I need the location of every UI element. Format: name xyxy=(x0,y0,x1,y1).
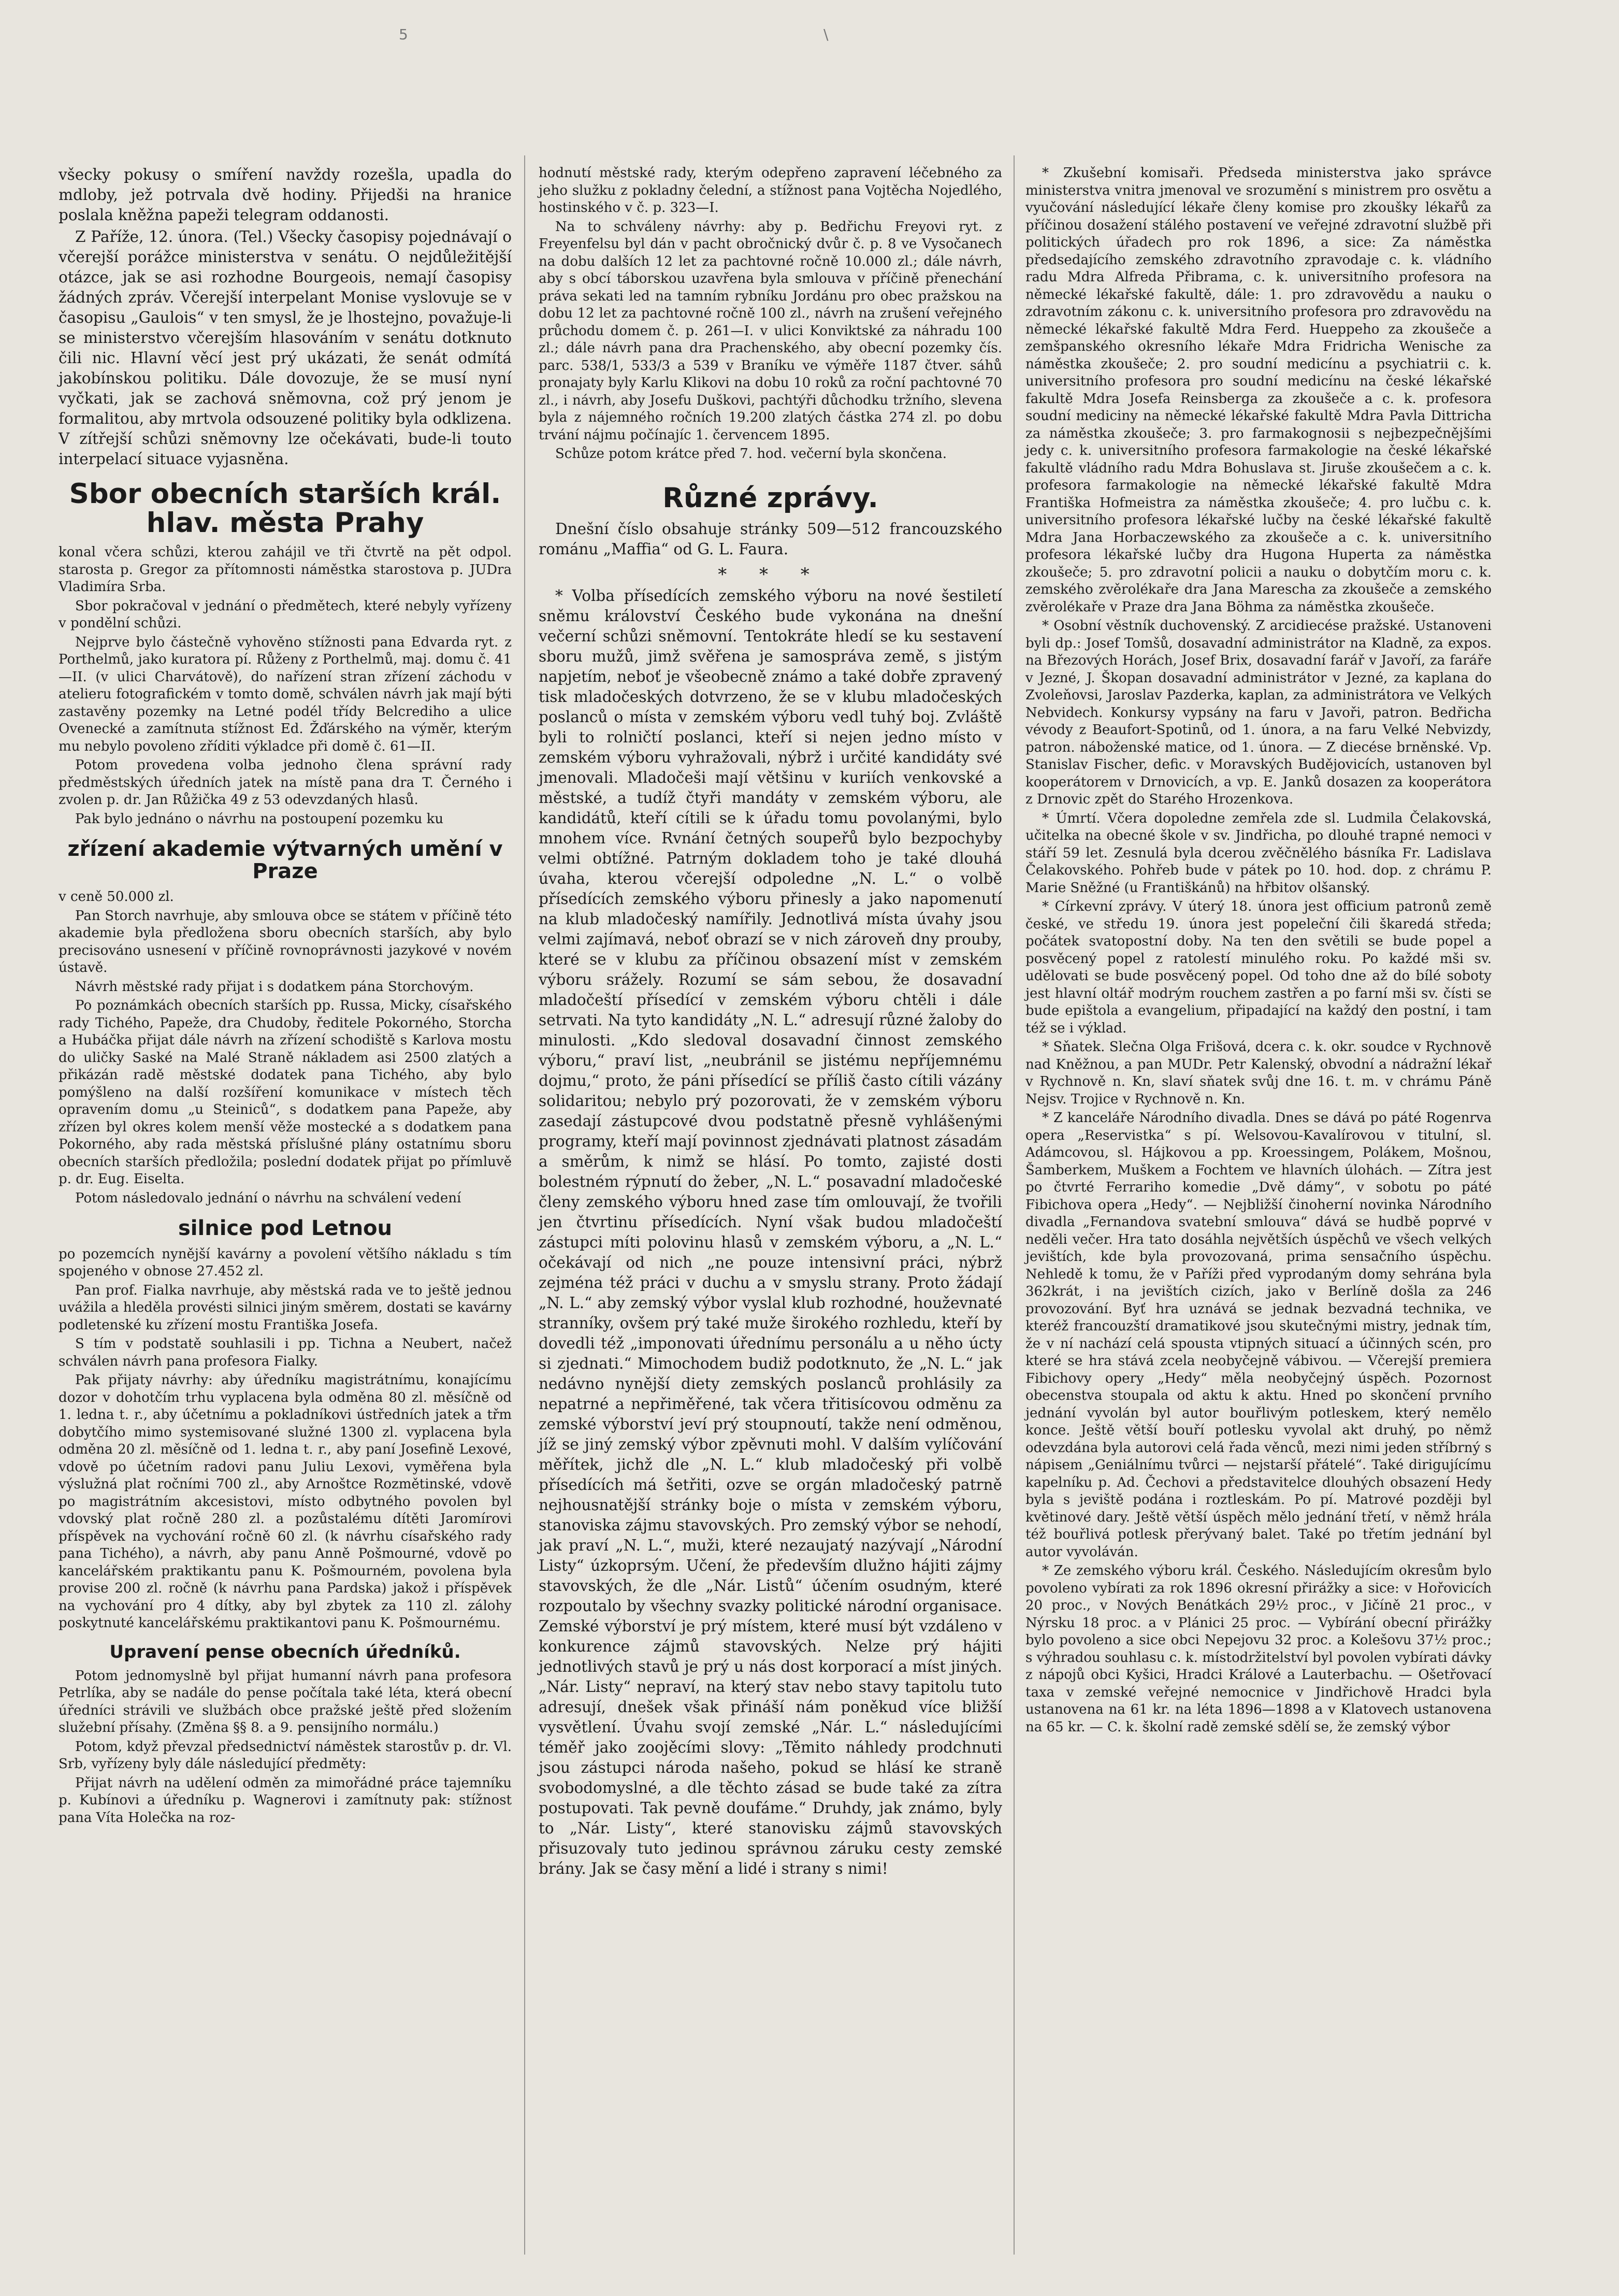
paragraph: * Osobní věstník duchovenský. Z arcidiecése pražské. Ustanoveni byli dp.: Josef Tomšů, dosavadní administrátor na Kladně, za expos. na Březových Horách, Josef Brix, dosavadní farář v Javoří, za faráře v Jezné, J. Škopan dosavadní administrátor v Jezné, za kaplana do Zvoleňovsi, Jaroslav Pazderka, kaplan, za administrátora ve Velkých Nebvidech. Konkursy vypsány na faru v Javoři, patron. Bedřicha vévody z Beaufort-Spotinů, od 1. února, a na faru Velké Nebvizdy, patron. náboženské matice, od 1. února. — Z diecése brněnské. Vp. Stanislav Fischer, defic. v Moravských Budějovicích, ustanoven byl kooperátorem v Drnovicích, a vp. E. Janků dosazen za kooperátora z Drnovic zpět do Starého Hrozenkova. xyxy=(1025,618,1492,807)
paragraph: Po poznámkách obecních starších pp. Russa, Micky, císařského rady Tichého, Papeže, dra Chudoby, ředitele Pokorného, Storcha a Hubáčka přijat dále návrh na zřízení schodiště s Karlova mostu do uličky Saské na Malé Straně nákladem asi 2500 zlatých a přikázán radě městské dodatek pana Tichého, aby bylo pomýšleno na další rozšíření komunikace v místech těch opravením domu „u Steiniců“, s dodatkem pana Papeže, aby zřízen byl okres kolem menší věže mostecké a s dodatkem pana Pokorného, aby rada městská příslušné plány ostatnímu sboru obecních starších předložila; poslední dodatek přijat po přímluvě p. dr. Eug. Eiselta. xyxy=(59,998,512,1187)
paragraph: * Z kanceláře Národního divadla. Dnes se dává po páté Rogenrva opera „Reservistka“ s pí. Welsovou-Kavalírovou v titulní, sl. Adámcovou, sl. Hájkovou a pp. Kroessingem, Polákem, Mošnou, Šamberkem, Muškem a Fochtem ve hlavních úlohách. — Zítra jest po čtvrté Ferrariho komedie „Dvě dámy“, v sobotu po páté Fibichova opera „Hedy“. — Nejbližší činoherní novinka Národního divadla „Fernandova svatební smlouva“ dává se hudbě poprvé v neděli večer. Hra tato dosáhla největších úspěchů ve všech velkých jevištích, kde byla provozovaná, prima sensačního úspěchu. Nehledě k tomu, že v Paříži před vyprodaným domy sehrána byla 362krát, i na jevištích cizích, jako v Berlíně došla za 246 provozování. Byť hra uznává se jednak bezvadná technika, ve kteréž francouzští dramatikové jsou skutečnými mistry, jednak tím, že v ní nachází celá spousta vtipných situací a účinných scén, pro které se hra stává zcela neobyčejně vábivou. — Včerejší premiera Fibichovy opery „Hedy“ měla neobyčejný úspěch. Pozornost obecenstva stoupala od aktu k aktu. Hned po skončení prvního jednání vyvolán byl autor bouřlivým potleskem, který nemělo konce. Ještě větší bouří potlesku vyvolal akt druhý, po němž odevzdána byla autorovi celá řada věnců, mezi nimi jeden stříbrný s nápisem „Geniálnímu tvůrci — nejstarší přátelé“. Také dirigujícímu kapelníku p. Ad. Čechovi a představitelce dlouhých obsazení Hedy byla s jeviště podána i roztleskám. Po pí. Matrové později byl květinové dary. Ještě větší úspěch mělo jednání třetí, v němž hrála též bouřlivá potlesk přerývaný balet. Také po třetím jednání byl autor vyvoláván. xyxy=(1025,1110,1492,1560)
paragraph: * Sňatek. Slečna Olga Frišová, dcera c. k. okr. soudce v Rychnově nad Kněžnou, a pan MUDr. Petr Kalenský, obvodní a nádražní lékař v Rychnově n. Kn, slaví sňatek svůj dne 16. t. m. v chrámu Páně Nejsv. Trojice v Rychnově n. Kn. xyxy=(1025,1039,1492,1107)
paragraph: Z Paříže, 12. února. (Tel.) Všecky časopisy pojednávají o včerejší porážce ministerstva v senátu. O nejdůležitější otázce, jak se asi rozhodne Bourgeois, nemají časopisy žádných zpráv. Včerejší interpelant Monise vyslovuje se v časopisu „Gaulois“ v ten smysl, že je lhostejno, považuje-li se ministerstvo včerejším hlasováním v senátu dotknuto čili nic. Hlavní věcí jest prý ukázati, že senát odmítá jakobínskou politiku. Dále dovozuje, že se musí nyní vyčkati, jak se zachová sněmovna, což prý jenom je formalitou, aby mrtvola odsouzené politiky byla odklizena. V zítřejší schůzi sněmovny lze očekávati, bude-li touto interpelací situace vyjasněna. xyxy=(59,228,512,468)
paragraph: Přijat návrh na udělení odměn za mimořádné práce tajemníku p. Kubínovi a úředníku p. Wagnerovi i zamítnuty pak: stížnost pana Víta Holečka na roz- xyxy=(59,1775,512,1826)
article-body xyxy=(539,165,1002,463)
section-heading: zřízení akademie výtvarných umění v Praze xyxy=(67,837,503,883)
paragraph: Dnešní číslo obsahuje stránky 509—512 francouzského románu „Maffia“ od G. L. Faura. xyxy=(539,520,1002,558)
paragraph: * Ze zemského výboru král. Českého. Následujícím okresům bylo povoleno vybírati za rok 1896 okresní přirážky a sice: v Hořovicích 20 proc., v Nových Benátkách 29½ proc., v Jičíně 21 proc., v Nýrsku 18 proc. a v Plánici 25 proc. — Vybírání obecní přirážky bylo povoleno a sice obci Nepejovu 32 proc. a Kolešovu 37½ proc.; s výhradou souhlasu c. k. místodržitelství byl povolen vybírati dávky z nápojů obci Kyšici, Hradci Králové a Lauterbachu. — Ošetřovací taxa v zemské veřejné nemocnice v Jindřichově Hradci byla ustanovena na 61 kr. na léta 1896—1898 a v Klatovech ustanovena na 65 kr. — C. k. školní radě zemské sdělí se, že zemský výbor xyxy=(1025,1563,1492,1735)
column-rule xyxy=(524,155,525,2255)
paragraph: * Zkušební komisaři. Předseda ministerstva jako správce ministerstva vnitra jmenoval ve srozumění s ministrem pro osvětu a vyučování následující lékaře členy komise pro zkoušky lékařů za příčinou dosažení stálého postavení ve veřejné zdravotní službě při politických úřadech pro rok 1896, a sice: Za náměstka předsedajícího zemského zdravotního zpravodaje c. k. vládního radu Mdra Alfreda Přibrama, c. k. universitního profesora na německé lékařské fakultě, dále: 1. pro zdravovědu a nauku o zdravotním zákonu c. k. universitního profesora pro zdravovědu na německé lékařské fakultě Mdra Ferd. Hueppeho za zkoušeče a zemšpanského okresního lékaře Mdra Fridricha Wenische za náměstka zkoušeče; 2. pro soudní medicínu a psychiatrii c. k. universitního profesora pro soudní medicínu na české lékařské fakultě Mdra Josefa Reinsberga za zkoušeče a c. k. profesora soudní mediciny na německé lékařské fakultě Mdra Pavla Dittricha za náměstka zkoušeče; 3. pro farmakognosii s nejbezpečnějšími jedy c. k. universitního profesora farmakologie na české lékařské fakultě vládního radu Mdra Bohuslava st. Jiruše zkoušečem a c. k. profesora farmakologie na německé lékařské fakultě Mdra Františka Hofmeistra za náměstka zkoušeče; 4. pro lučbu c. k. universitního profesora lékařské lučby na české lékařské fakultě Mdra Jana Horbaczewského za zkoušeče a c. k. universitního profesora lékařské lučby dra Hugona Huperta za náměstka zkoušeče; 5. pro zdravotní policii a nauku o dobytčím moru c. k. zemského zvěrolékaře dra Jana Mareschа za zkoušeče a zemského zvěrolékaře v Praze dra Jana Böhma za náměstka zkoušeče. xyxy=(1025,165,1492,615)
paragraph: po pozemcích nynější kavárny a povolení většího nákladu s tím spojeného v obnose 27.452 zl. xyxy=(59,1246,512,1280)
page-mark-left: 5 xyxy=(399,26,408,43)
page-mark-right: \ xyxy=(823,26,829,43)
paragraph: * Úmrtí. Včera dopoledne zemřela zde sl. Ludmila Čelakovská, učitelka na obecné škole v sv. Jindřicha, po dlouhé trapné nemoci v stáří 59 let. Zesnulá byla dcerou zvěčnělého básníka Fr. Ladislava Čelakovského. Pohřeb bude v pátek po 10. hod. dop. z chrámu P. Marie Sněžné (u Františkánů) na hřbitov olšanský. xyxy=(1025,810,1492,896)
paragraph: Pan Storch navrhuje, aby smlouva obce se státem v příčině této akademie byla předložena sboru obecních starších, aby bylo precisováno usnesení v příčině rovnoprávnosti jazykové v novém ústavě. xyxy=(59,908,512,976)
paragraph: Návrh městské rady přijat i s dodatkem pána Storchovým. xyxy=(75,979,474,995)
paragraph: Pak bylo jednáno o návrhu na postoupení pozemku ku xyxy=(75,811,444,827)
article-headline: Sbor obecních starších král. hlav. města Prahy xyxy=(69,478,501,539)
paragraph: Sbor pokračoval v jednání o předmětech, které nebyly vyřízeny v pondělní schůzi. xyxy=(59,598,512,632)
section-separator: * * * xyxy=(718,564,823,585)
column-rule xyxy=(1014,155,1015,2255)
paragraph: Potom provedena volba jednoho člena správní rady předměstských úředních jatek na místě pana dra T. Černého i zvolen p. dr. Jan Růžička 49 z 53 odevzdaných hlasů. xyxy=(59,757,512,808)
section-heading: Upravení pense obecních úředníků. xyxy=(109,1641,461,1662)
column-3 xyxy=(1025,165,1492,1738)
article-body xyxy=(1025,165,1492,1736)
paragraph: Schůze potom krátce před 7. hod. večerní byla skončena. xyxy=(555,446,947,462)
paragraph: konal včera schůzi, kterou zahájil ve tři čtvrtě na pět odpol. starosta p. Gregor za přítomnosti náměstka starostova p. JUDra Vladimíra Srba. xyxy=(59,544,512,595)
paragraph: Pan prof. Fialka navrhuje, aby městská rada ve to ještě jednou uvážila a hleděla provésti silnici jiným směrem, dostati se kavárny podletenské ku zřízení mostu Františka Josefa. xyxy=(59,1282,512,1333)
paragraph: * Volba přísedících zemského výboru na nové šestiletí sněmu království Českého bude vykonána na dnešní večerní schůzi sněmovní. Tentokráte hledí se ku sestavení sboru mužů, jimž svěřena je samospráva země, s jistým napjetím, neboť je všeobecně známo a také dobře zpravený tisk mladočeských dotvrzeno, že se v klubu mladočeských poslanců o místa v zemském výboru vedl tuhý boj. Zvláště byli to rolničtí poslanci, kteří si nejen jedno místo v zemském výboru vyhražovali, nýbrž i určité kandidáty své jmenovali. Mladočeši mají většinu v kuriích venkovské a městské, a tudíž čtyři mandáty v zemském výboru, ale kandidátů, kteří cítili se k úřadu tomu povolanými, bylo mnohem více. Rvnání četných soupeřů bylo bezpochyby velmi obtížné. Patrným dokladem toho je také dlouhá úvaha, kterou včerejší odpoledne „N. L.“ o volbě přísedících zemského výboru přinesly a jako napomenutí na klub mladočeský namířily. Jednotlivá místa úvahy jsou velmi zajímavá, neboť obrazí se v nich zároveň dny prouby, které se v klubu za příčinou obsazení míst v zemském výboru srážely. Rozumí se sám sebou, že dosavadní mladočeští přísedící v zemském výboru chtěli i dále setrvati. Na tyto kandidáty „N. L.“ adresují různé žaloby do minulosti. „Kdo sledoval dosavadní činnost zemského výboru,“ praví list, „neubránil se jistému nepříjemnému dojmu,“ proto, že páni přísedící se příliš často cítili vázány solidaritou; nebylo prý pozorovati, že v zemském výboru zasedají zástupcové dvou podstatně přesně vyhlášenými programy, kteří mají povinnost zjednávati platnost zásadám a směrům, k nimž se hlásí. Po tomto, zajisté dosti bolestném rýpnutí do žeber, „N. L.“ posavadní mladočeské členy zemského výboru hned zase tím omlouvají, že tvořili jen čtvrtinu přísedících. Nyní však budou mladočeští zástupci míti polovinu hlasů v zemském výboru, a „N. L.“ očekávají od nich „ne pouze intensivní práci, nýbrž zejména též práci v duchu a v smyslu strany. Proto žádají „N. L.“ aby zemský výbor vyslal klub rozhodné, houževnaté stranníky, ovšem prý také muže širokého rozhledu, kteří by dovedli též „imponovati úřednímu personálu a u něho úcty si zjednati.“ Mimochodem budiž podotknuto, že „N. L.“ jak nedávno nynější diety zemských poslanců prohlásily za nepatrné a nepřiměřené, tak včera třitisícovou odměnu za zemské výborství jeví prý stoupnoutí, takže není odměnou, jíž se jiný zemský výbor zpěvnuti mohl. V dalším vylíčování měřítek, jichž dle „N. L.“ klub mladočeský při volbě přísedících má šetřiti, ozve se orgán mladočeský patrně nejhousnatější stránky boje o místa v zemském výboru, stanoviska zájmu stavovských. Pro zemský výbor se nehodí, jak praví „N. L.“, muži, které nezaujatý nazývají „Národní Listy“ úzkoprsým. Učení, že především dlužno hájiti zájmy stavovských, že dle „Nár. Listů“ účením osudným, které rozpoutalo by všechny svazky politické národní organisace. Zemské výborství je prý místem, které musí být vzdáleno v konkurence zájmů stavovských. Nelze prý hájiti jednotlivých stavů je prý u nás dost korporací a míst jiných. „Nár. Listy“ nepraví, na který stav nebo stavy tapitolu tuto adresují, dnešek však přináší nám poněkud více bližší vysvětlení. Úvahu svojí zemské „Nár. L.“ následujícími téměř jako zoojěcími slovy: „Těmito náhledy prodchnuti jsou zástupci národa našeho, pokud se hlásí ke straně svobodomyslné, a dle těchto zásad se bude také za zítra postupovati. Tak pevně doufáme.“ Druhdy, jak známo, byly to „Nár. Listy“, které stanovisku zájmů stavovských přisuzovaly tuto jedinou správnou záruku cesty zemské brány. Jak se časy mění a lidé i strany s nimi! xyxy=(539,586,1002,1877)
article-body xyxy=(59,544,512,1827)
paragraph: Potom následovalo jednání o návrhu na schválení vedení xyxy=(75,1190,461,1206)
paragraph: hodnutí městské rady, kterým odepřeno zapravení léčebného za jeho služku z pokladny čelední, a stížnost pana Vojtěcha Nojedlého, hostinského v č. p. 323—I. xyxy=(539,165,1002,216)
paragraph: Nejprve bylo částečně vyhověno stížnosti pana Edvarda ryt. z Porthelmů, jako kuratora pí. Růženy z Porthelmů, maj. domu č. 41—II. (v ulici Charvátově), do nařízení stran zřízení záchodu v atelieru fotografickém v tomto domě, schválen návrh jak mají býti zastavěny pozemky na Letné podél třídy Belcrediho a ulice Ovenecké a zamítnuta stížnost Ed. Žďárského na výměr, kterým mu nebylo povoleno zříditi výkladce při domě č. 61—II. xyxy=(59,634,512,754)
paragraph: Na to schváleny návrhy: aby p. Bedřichu Freyovi ryt. z Freyenfelsu byl dán v pacht obročnický dvůr č. p. 8 ve Vysočanech na dobu dalších 12 let za pachtovné ročně 10.000 zl.; dále návrh, aby s obcí táborskou uzavřena byla smlouva v příčině přenechání práva sekati led na tamním rybníku Jordánu pro obec pražskou na dobu 12 let za pachtovné ročně 100 zl., návrh na zrušení veřejného průchodu domem č. p. 261—I. v ulici Konviktské za náhradu 100 zl.; dále návrh pana dra Prachenského, aby obecní pozemky čís. parc. 538/1, 533/3 a 539 v Braníku ve výměře 1187 čtver. sáhů pronajaty byly Karlu Klikovi na dobu 10 roků za roční pachtovné 70 zl., i návrh, aby Josefu Duškovi, pachtýři důchodku tržního, slevena byla z nájemného ročních 19.200 zlatých částka 274 zl. po dobu trvání nájmu počínajíc 1. červencem 1895. xyxy=(539,219,1002,443)
section-headline: Různé zprávy. xyxy=(662,482,878,514)
paragraph: Pak přijaty návrhy: aby úředníku magistrátnímu, konajícímu dozor v dohotčím trhu vyplacena byla odměna 80 zl. měsíčně od 1. ledna t. r., aby účetnímu a pokladníkovi ústředních jatek a třm dobytčího mimo systemisované služné 1300 zl. vyplacena byla odměna 20 zl. měsíčně od 1. ledna t. r., aby paní Josefině Lexové, vdově po účetním radovi panu Juliu Lexovi, vyměřena byla výslužná plat ročními 700 zl., aby Arnoštce Rozmětinské, vdově po magistrátním akcesistovi, místo odbytného povolen byl vdovský plat ročně 280 zl. a pozůstalému dítěti Jaromírovi příspěvek na vychování ročně 60 zl. (k návrhu císařského rady pana Tichého), a návrh, aby panu Anně Pošmourné, vdově po kancelářském praktikantu panu K. Pošmourném, povolena byla provise 200 zl. ročně (k návrhu pana Pardska) jakož i příspěvek na vychování pro 4 dítky, aby byl zbytek za 110 zl. zálohy poskytnuté kancelářskému praktikantovi panu K. Pošmournému. xyxy=(59,1372,512,1631)
paragraph: S tím v podstatě souhlasili i pp. Tichna a Neubert, načež schválen návrh pana profesora Fialky. xyxy=(59,1336,512,1369)
paragraph: všecky pokusy o smíření navždy rozešla, upadla do mdloby, jež potrvala dvě hodiny. Přijedši na hranice poslala kněžna papeži telegram oddanosti. xyxy=(59,166,512,224)
column-2 xyxy=(539,165,1002,1881)
paragraph: v ceně 50.000 zl. xyxy=(59,889,174,905)
paragraph: Potom, když převzal předsednictví náměstek starostův p. dr. Vl. Srb, vyřízeny byly dále následující předměty: xyxy=(59,1739,512,1772)
section-heading: silnice pod Letnou xyxy=(178,1216,393,1241)
paragraph: Potom jednomyslně byl přijat humanní návrh pana profesora Petrlíka, aby se nadále do pense počítala také léta, která obecní úředníci strávili ve službách obce pražské ještě před složením služební přísahy. (Změna §§ 8. a 9. pensijního normálu.) xyxy=(59,1668,512,1736)
column-1 xyxy=(59,165,512,1828)
paragraph: * Církevní zprávy. V úterý 18. února jest officium patronů země české, ve středu 19. února jest popeleční čili škaredá středa; počátek svatopostní doby. Na ten den světili se bude popel a posvěcený popel z ratolestí minulého roku. Po každé mši sv. udělovati se bude posvěcený popel. Od toho dne až do bílé soboty jest hlavní oltář modrým rouchem zastřen a po farní mši sv. čísti se bude epištola a evangelium, připadající na každý den postní, i tam též se i výklad. xyxy=(1025,899,1492,1036)
